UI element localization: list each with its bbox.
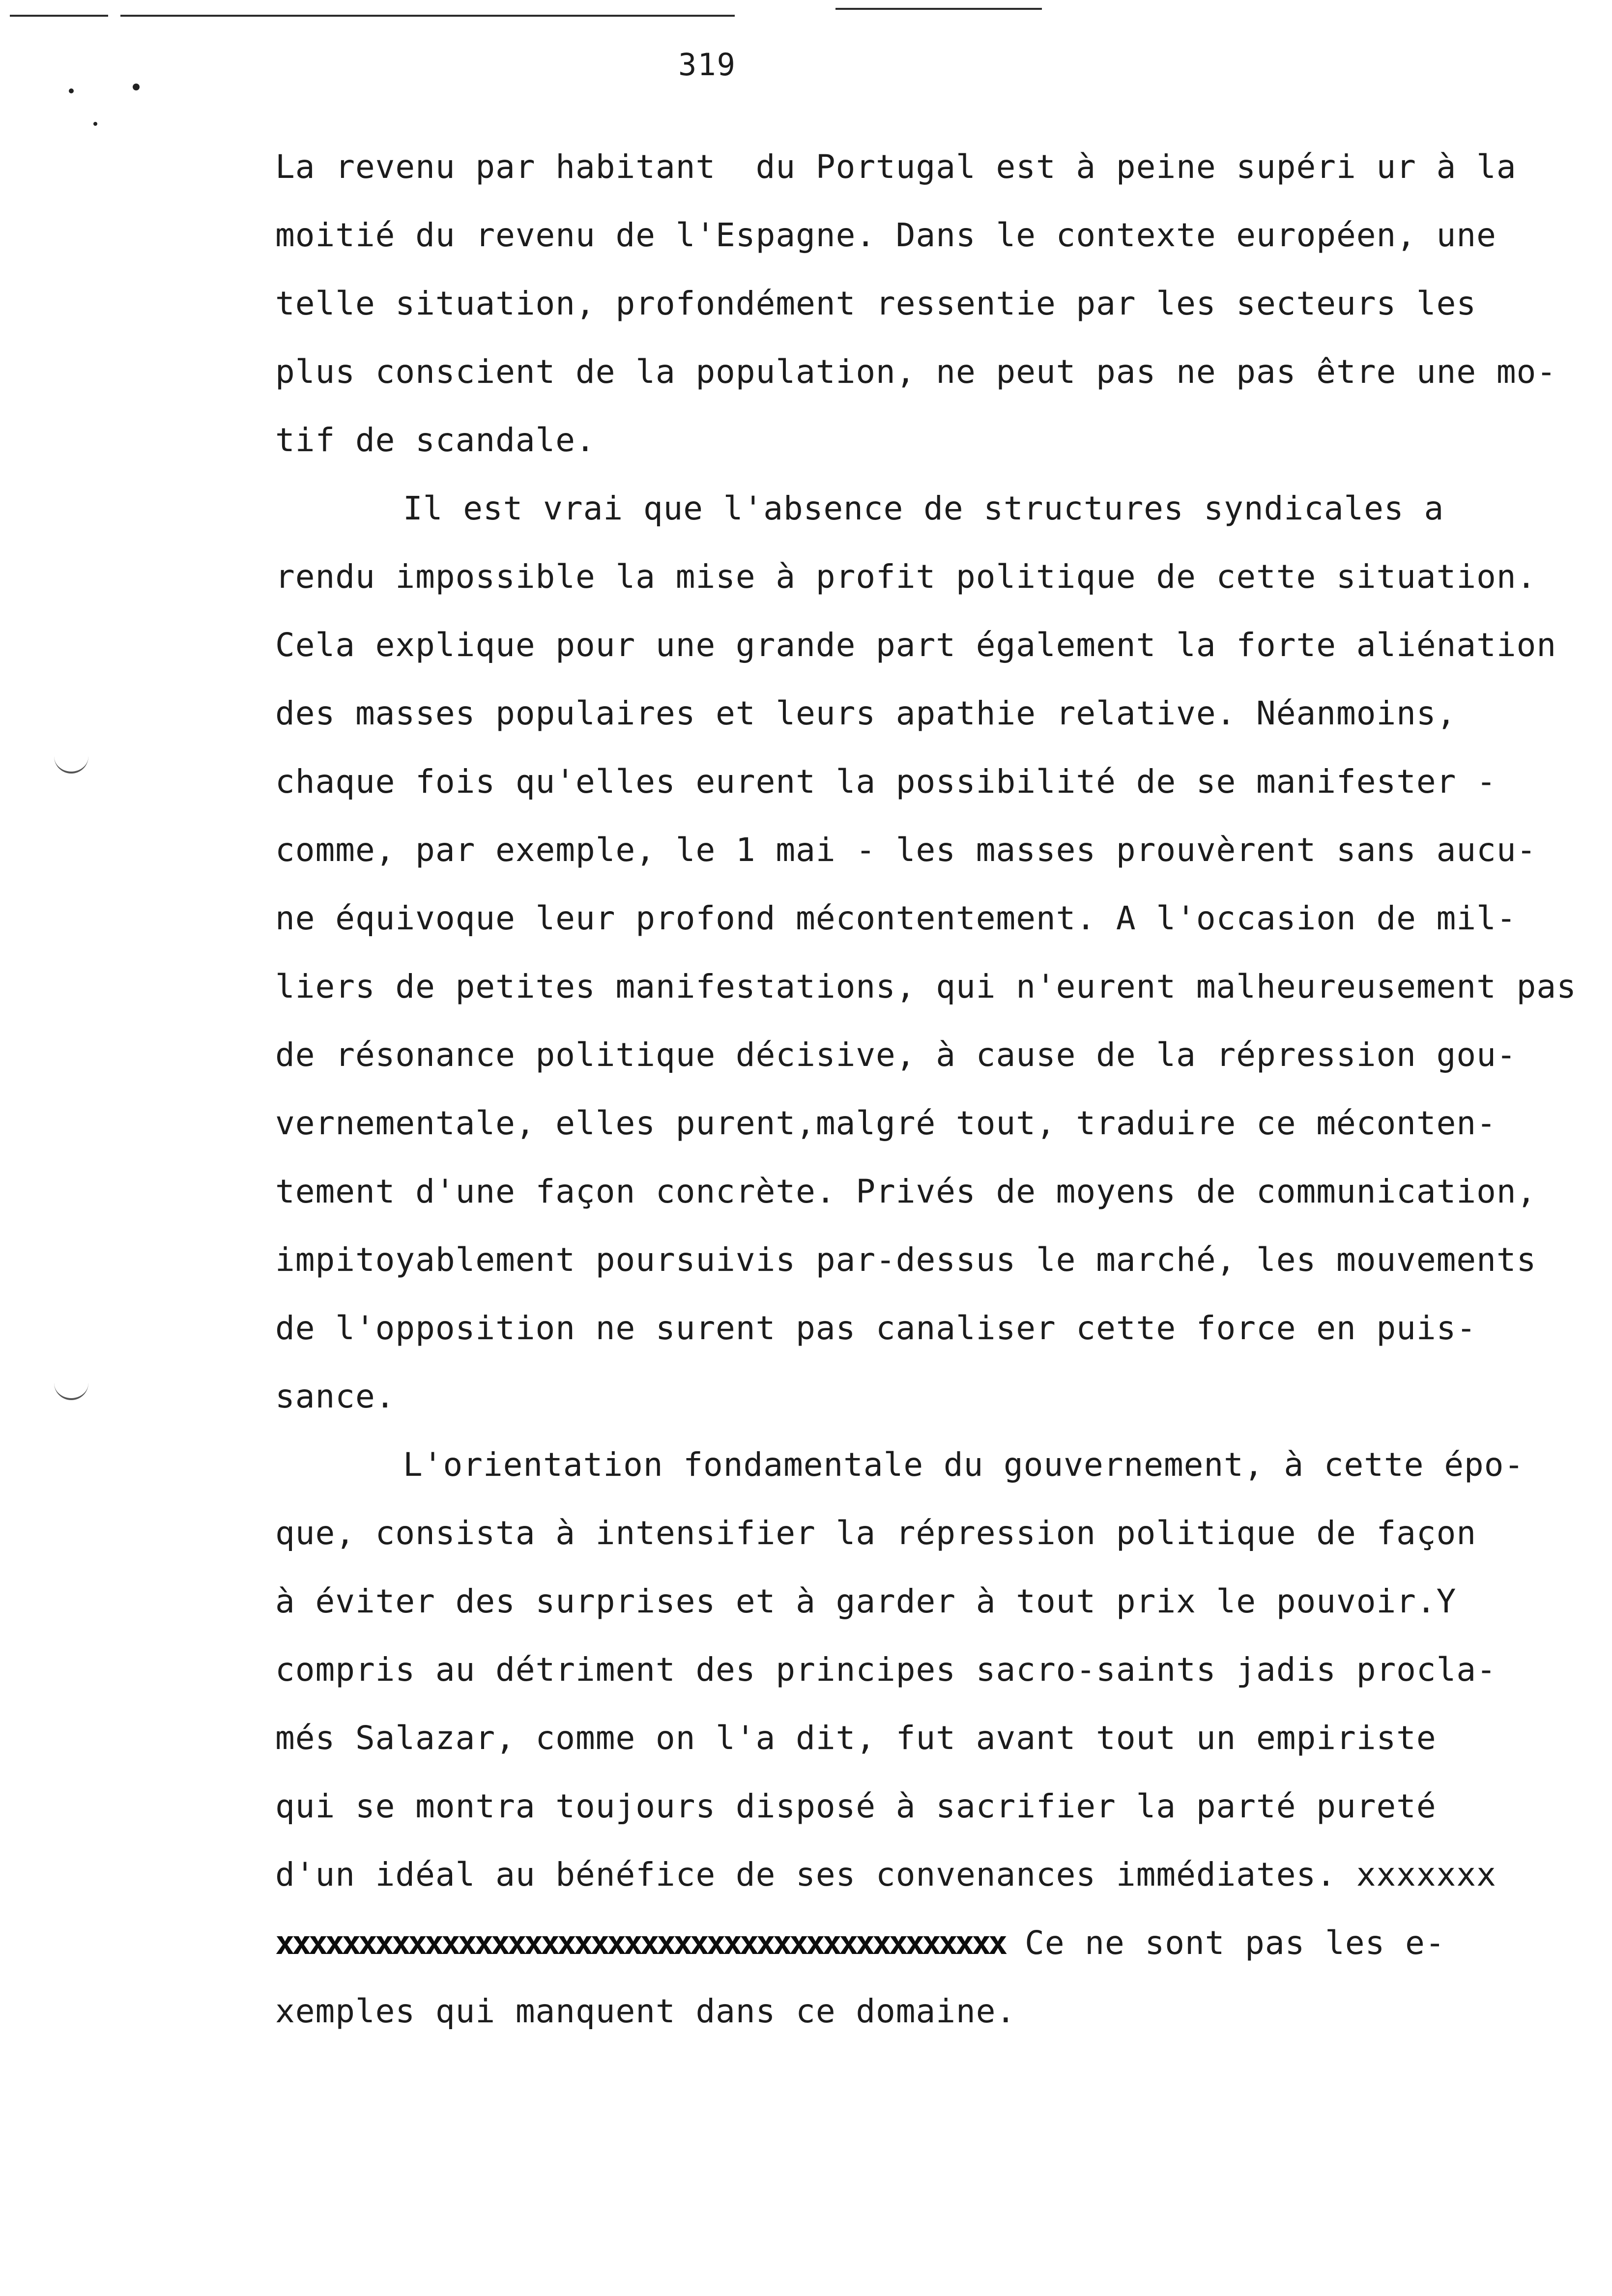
text-line: rendu impossible la mise à profit politique de cette situation. (275, 558, 1537, 596)
text-line: impitoyablement poursuivis par-dessus le marché, les mouvements (275, 1241, 1537, 1279)
text-line: comme, par exemple, le 1 mai - les masses prouvèrent sans aucu- (275, 831, 1537, 869)
page-number: 319 (678, 47, 736, 83)
text-line: ne équivoque leur profond mécontentement. A l'occasion de mil- (275, 899, 1517, 937)
speck (69, 88, 74, 93)
text-line: qui se montra toujours disposé à sacrifier la parté pureté (275, 1787, 1437, 1825)
text-line: vernementale, elles purent,malgré tout, traduire ce méconten- (275, 1104, 1497, 1142)
text-after-strikeout: Ce ne sont pas les e- (1005, 1924, 1445, 1962)
text-line: de résonance politique décisive, à cause de la répression gou- (275, 1036, 1517, 1074)
text-line: xemples qui manquent dans ce domaine. (275, 1992, 1016, 2030)
margin-mark (54, 1378, 88, 1400)
text-line: des masses populaires et leurs apathie relative. Néanmoins, (275, 694, 1457, 732)
body-text (275, 133, 1602, 2045)
text-line: telle situation, profondément ressentie par les secteurs les (275, 285, 1477, 322)
text-line: moitié du revenu de l'Espagne. Dans le contexte européen, une (275, 216, 1497, 254)
margin-mark (54, 752, 88, 774)
text-line: à éviter des surprises et à garder à tout prix le pouvoir.Y (275, 1582, 1457, 1620)
speck (133, 84, 140, 90)
paragraph-1 (275, 133, 1602, 474)
text-line: La revenu par habitant du Portugal est à peine supéri ur à la (275, 148, 1517, 186)
text-line: tement d'une façon concrète. Privés de moyens de communication, (275, 1173, 1537, 1210)
text-line: chaque fois qu'elles eurent la possibilité de se manifester - (275, 763, 1497, 801)
text-line: L'orientation fondamentale du gouvernement, à cette épo- (403, 1446, 1525, 1484)
struck-through-line (275, 1909, 1602, 1977)
speck (93, 122, 97, 126)
text-line: liers de petites manifestations, qui n'eurent malheureusement pas (275, 968, 1577, 1005)
text-line: Il est vrai que l'absence de structures syndicales a (403, 489, 1444, 527)
top-rule-center (120, 15, 735, 17)
text-line: sance. (275, 1378, 396, 1415)
top-rule-left (10, 15, 108, 17)
paragraph-3 (275, 1431, 1602, 2045)
text-line: d'un idéal au bénéfice de ses convenances immédiates. xxxxxxx (275, 1856, 1497, 1894)
paragraph-2 (275, 474, 1602, 1431)
text-line: Cela explique pour une grande part également la forte aliénation (275, 626, 1557, 664)
text-line: més Salazar, comme on l'a dit, fut avant tout un empiriste (275, 1719, 1437, 1757)
text-line: plus conscient de la population, ne peut pas ne pas être une mo- (275, 353, 1557, 391)
text-line: de l'opposition ne surent pas canaliser cette force en puis- (275, 1309, 1477, 1347)
text-line: compris au détriment des principes sacro-saints jadis procla- (275, 1651, 1497, 1689)
text-line: tif de scandale. (275, 421, 596, 459)
typed-strikeout: xxxxxxxxxxxxxxxxxxxxxxxxxxxxxxxxxxxxxxxxxxxx (275, 1924, 1005, 1962)
text-line: que, consista à intensifier la répression politique de façon (275, 1514, 1477, 1552)
top-rule-right (835, 8, 1042, 10)
